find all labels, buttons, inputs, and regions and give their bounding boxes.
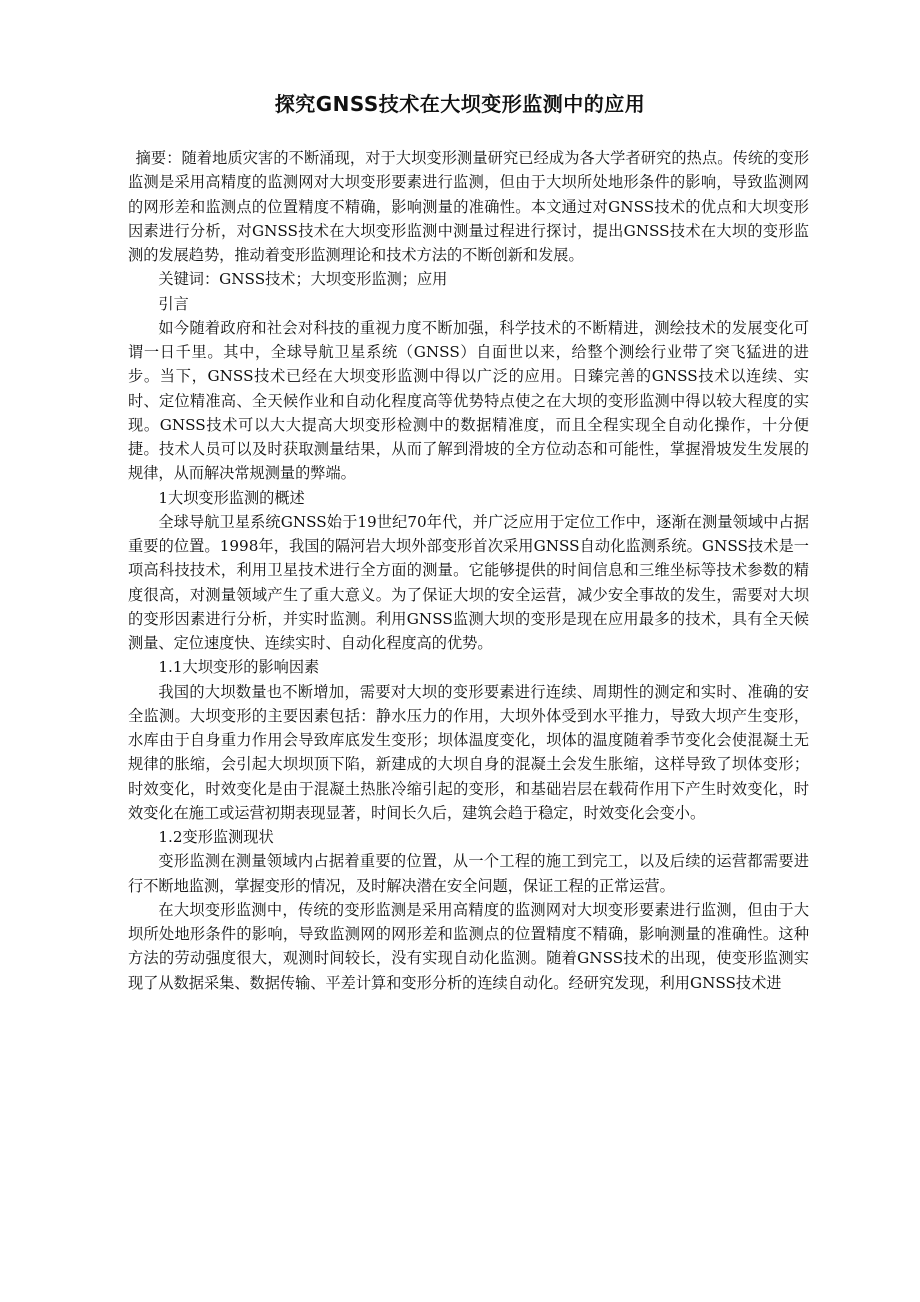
intro-paragraph: 如今随着政府和社会对科技的重视力度不断加强，科学技术的不断精进，测绘技术的发展变化可谓一日千里。其中，全球导航卫星系统（GNSS）自面世以来，给整个测绘行业带了突飞猛进的进步。当下，GNSS技术已经在大坝变形监测中得以广泛的应用。日臻完善的GNSS技术以连续、实时、定位精准高、全天候作业和自动化程度高等优势特点使之在大坝的变形监测中得以较大程度的实现。GNSS技术可以大大提高大坝变形检测中的数据精准度，而且全程实现全自动化操作，十分便捷。技术人员可以及时获取测量结果，从而了解到滑坡的全方位动态和可能性，掌握滑坡发生发展的规律，从而解决常规测量的弊端。 — [128, 318, 809, 483]
section-1-heading: 1大坝变形监测的概述 — [158, 488, 305, 507]
intro-heading: 引言 — [158, 294, 189, 313]
section-1-1-heading: 1.1大坝变形的影响因素 — [158, 658, 320, 677]
abstract-paragraph: 摘要：随着地质灾害的不断涌现，对于大坝变形测量研究已经成为各大学者研究的热点。传统的变形监测是采用高精度的监测网对大坝变形要素进行监测，但由于大坝所处地形条件的影响，导致监测网的网形差和监测点的位置精度不精确，影响测量的准确性。本文通过对GNSS技术的优点和大坝变形因素进行分析，对GNSS技术在大坝变形监测中测量过程进行探讨，提出GNSS技术在大坝的变形监测的发展趋势，推动着变形监测理论和技术方法的不断创新和发展。 — [128, 149, 809, 264]
keywords-line: 关键词：GNSS技术；大坝变形监测；应用 — [158, 270, 448, 289]
section-1-2-paragraph-2: 在大坝变形监测中，传统的变形监测是采用高精度的监测网对大坝变形要素进行监测，但由于大坝所处地形条件的影响，导致监测网的网形差和监测点的位置精度不精确，影响测量的准确性。这种方法的劳动强度很大，观测时间较长，没有实现自动化监测。随着GNSS技术的出现，使变形监测实现了从数据采集、数据传输、平差计算和变形分析的连续自动化。经研究发现，利用GNSS技术进 — [128, 900, 809, 992]
section-1-2-paragraph-1: 变形监测在测量领域内占据着重要的位置，从一个工程的施工到完工，以及后续的运营都需要进行不断地监测，掌握变形的情况，及时解决潜在安全问题，保证工程的正常运营。 — [128, 852, 809, 895]
document-title: 探究GNSS技术在大坝变形监测中的应用 — [274, 92, 646, 116]
document-body — [128, 146, 809, 995]
section-1-2-heading: 1.2变形监测现状 — [158, 828, 274, 846]
section-1-1-paragraph: 我国的大坝数量也不断增加，需要对大坝的变形要素进行连续、周期性的测定和实时、准确的安全监测。大坝变形的主要因素包括：静水压力的作用，大坝外体受到水平推力，导致大坝产生变形，水库由于自身重力作用会导致库底发生变形；坝体温度变化，坝体的温度随着季节变化会使混凝土无规律的胀缩，会引起大坝坝顶下陷，新建成的大坝自身的混凝土会发生胀缩，这样导致了坝体变形；时效变化，时效变化是由于混凝土热胀冷缩引起的变形，和基础岩层在载荷作用下产生时效变化，时效变化在施工或运营初期表现显著，时间长久后，建筑会趋于稳定，时效变化会变小。 — [128, 682, 809, 822]
section-1-paragraph: 全球导航卫星系统GNSS始于19世纪70年代，并广泛应用于定位工作中，逐渐在测量领域中占据重要的位置。1998年，我国的隔河岩大坝外部变形首次采用GNSS自动化监测系统。GNSS技术是一项高科技技术，利用卫星技术进行全方面的测量。它能够提供的时间信息和三维坐标等技术参数的精度很高，对测量领域产生了重大意义。为了保证大坝的安全运营，减少安全事故的发生，需要对大坝的变形因素进行分析，并实时监测。利用GNSS监测大坝的变形是现在应用最多的技术，具有全天候测量、定位速度快、连续实时、自动化程度高的优势。 — [128, 512, 809, 652]
